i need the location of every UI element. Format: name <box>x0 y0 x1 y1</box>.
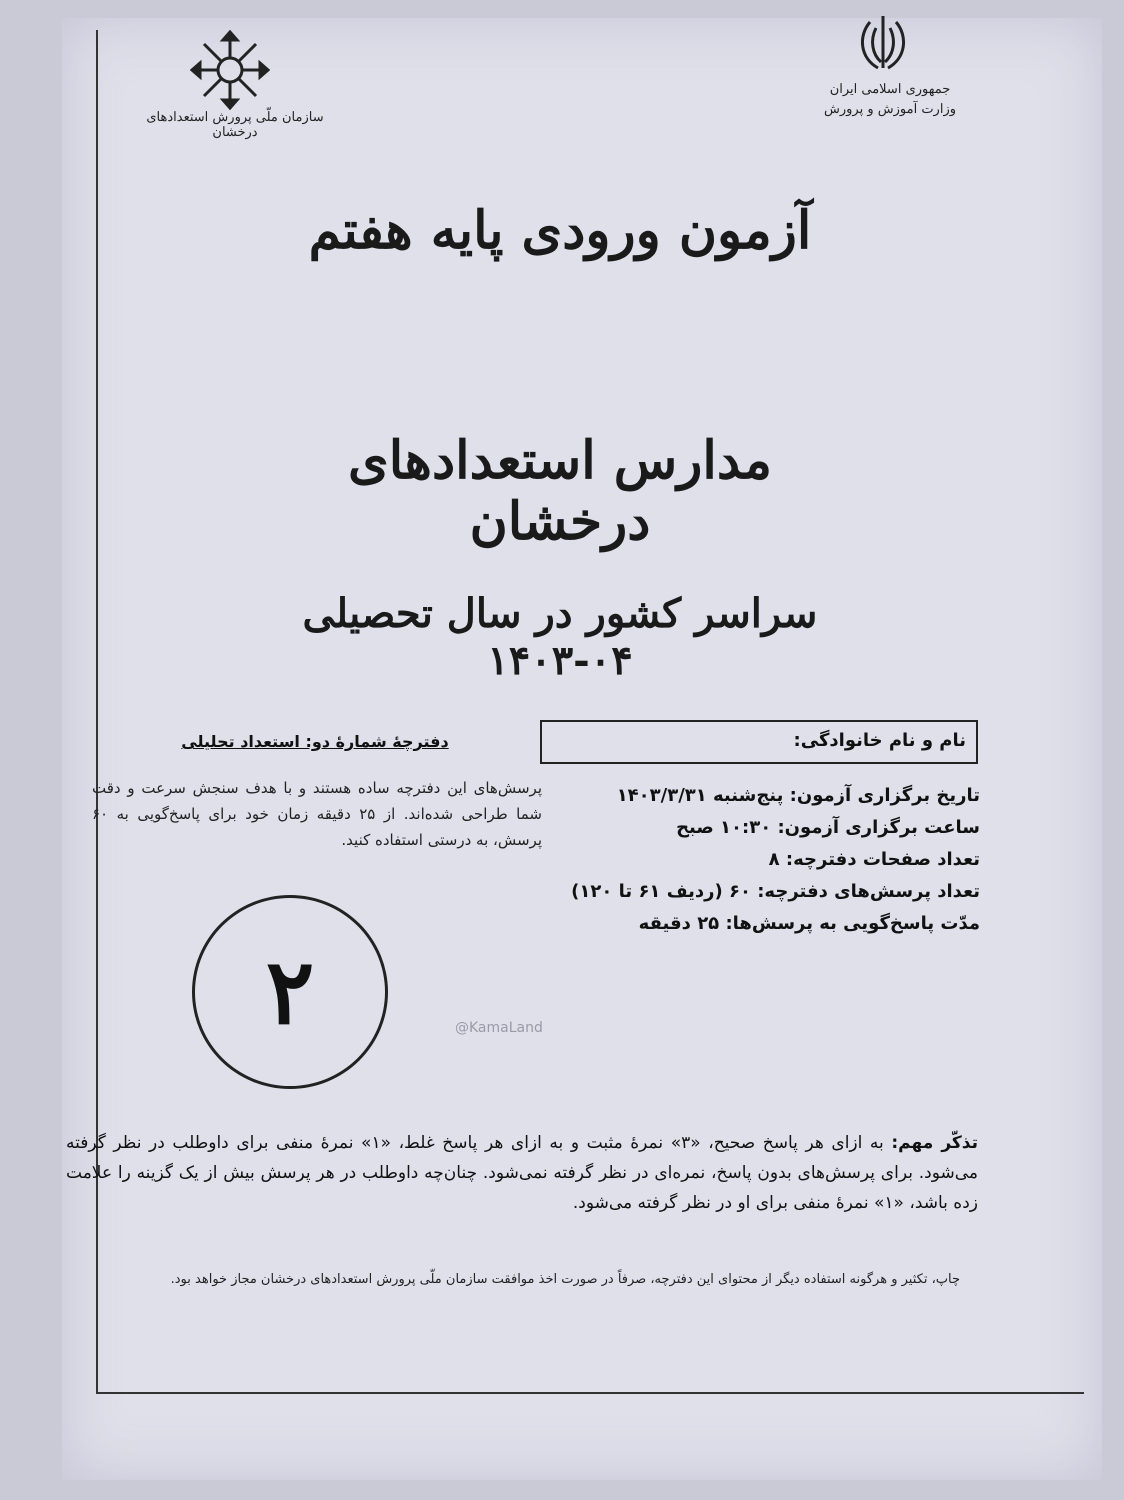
booklet-title: دفترچهٔ شمارهٔ دو: استعداد تحلیلی <box>181 732 449 751</box>
watermark: @KamaLand <box>455 1020 543 1036</box>
exam-title: آزمون ورودی پایه هفتم <box>308 200 812 261</box>
important-note <box>66 1128 978 1218</box>
duration: مدّت پاسخ‌گویی به پرسش‌ها: ۲۵ دقیقه <box>638 913 980 934</box>
republic-name: جمهوری اسلامی ایران <box>829 82 951 97</box>
booklet-description: پرسش‌های این دفترچه ساده هستند و با هدف سنجش سرعت و دقت شما طراحی شده‌اند. از ۲۵ دقیقه زمان خود برای پاسخ‌گویی به ۶۰ پرسش، به درستی استفاده کنید. <box>92 779 542 849</box>
government-caption <box>800 80 980 120</box>
booklet-number: ۲ <box>192 895 388 1089</box>
national-emblem-icon <box>848 8 918 78</box>
copyright-notice: چاپ، تکثیر و هرگونه استفاده دیگر از محتوای این دفترچه، صرفاً در صورت اخذ موافقت سازمان ملّی پرورش استعدادهای درخشان مجاز خواهد بود. <box>170 1272 960 1287</box>
exam-date: تاریخ برگزاری آزمون: پنج‌شنبه ۱۴۰۳/۳/۳۱ <box>616 785 980 806</box>
organization-emblem-icon <box>190 30 270 110</box>
note-text: به ازای هر پاسخ صحیح، «۳» نمرهٔ مثبت و به ازای هر پاسخ غلط، «۱» نمرهٔ منفی برای داوطلب در نظر گرفته می‌شود. برای پرسش‌های بدون پاسخ، نمره‌ای در نظر گرفته نمی‌شود. چنان‌چه داوطلب در هر پرسش بیش از یک گزینه را علامت زده باشد، «۱» نمرهٔ منفی برای او در نظر گرفته می‌شود. <box>66 1133 978 1213</box>
organization-name: سازمان ملّی پرورش استعدادهای درخشان <box>146 110 324 140</box>
ministry-name: وزارت آموزش و پرورش <box>823 102 956 117</box>
name-field: نام و نام خانوادگی: <box>540 720 978 764</box>
page-count: تعداد صفحات دفترچه: ۸ <box>768 849 980 870</box>
note-label: تذکّر مهم: <box>891 1133 978 1153</box>
schools-title: مدارس استعدادهای درخشان <box>348 430 772 552</box>
question-count: تعداد پرسش‌های دفترچه: ۶۰ (ردیف ۶۱ تا ۱۲۰) <box>571 881 980 902</box>
exam-time: ساعت برگزاری آزمون: ۱۰:۳۰ صبح <box>676 817 980 838</box>
academic-year-title: سراسر کشور در سال تحصیلی ۰۴-۱۴۰۳ <box>302 590 818 684</box>
exam-info <box>540 780 980 940</box>
